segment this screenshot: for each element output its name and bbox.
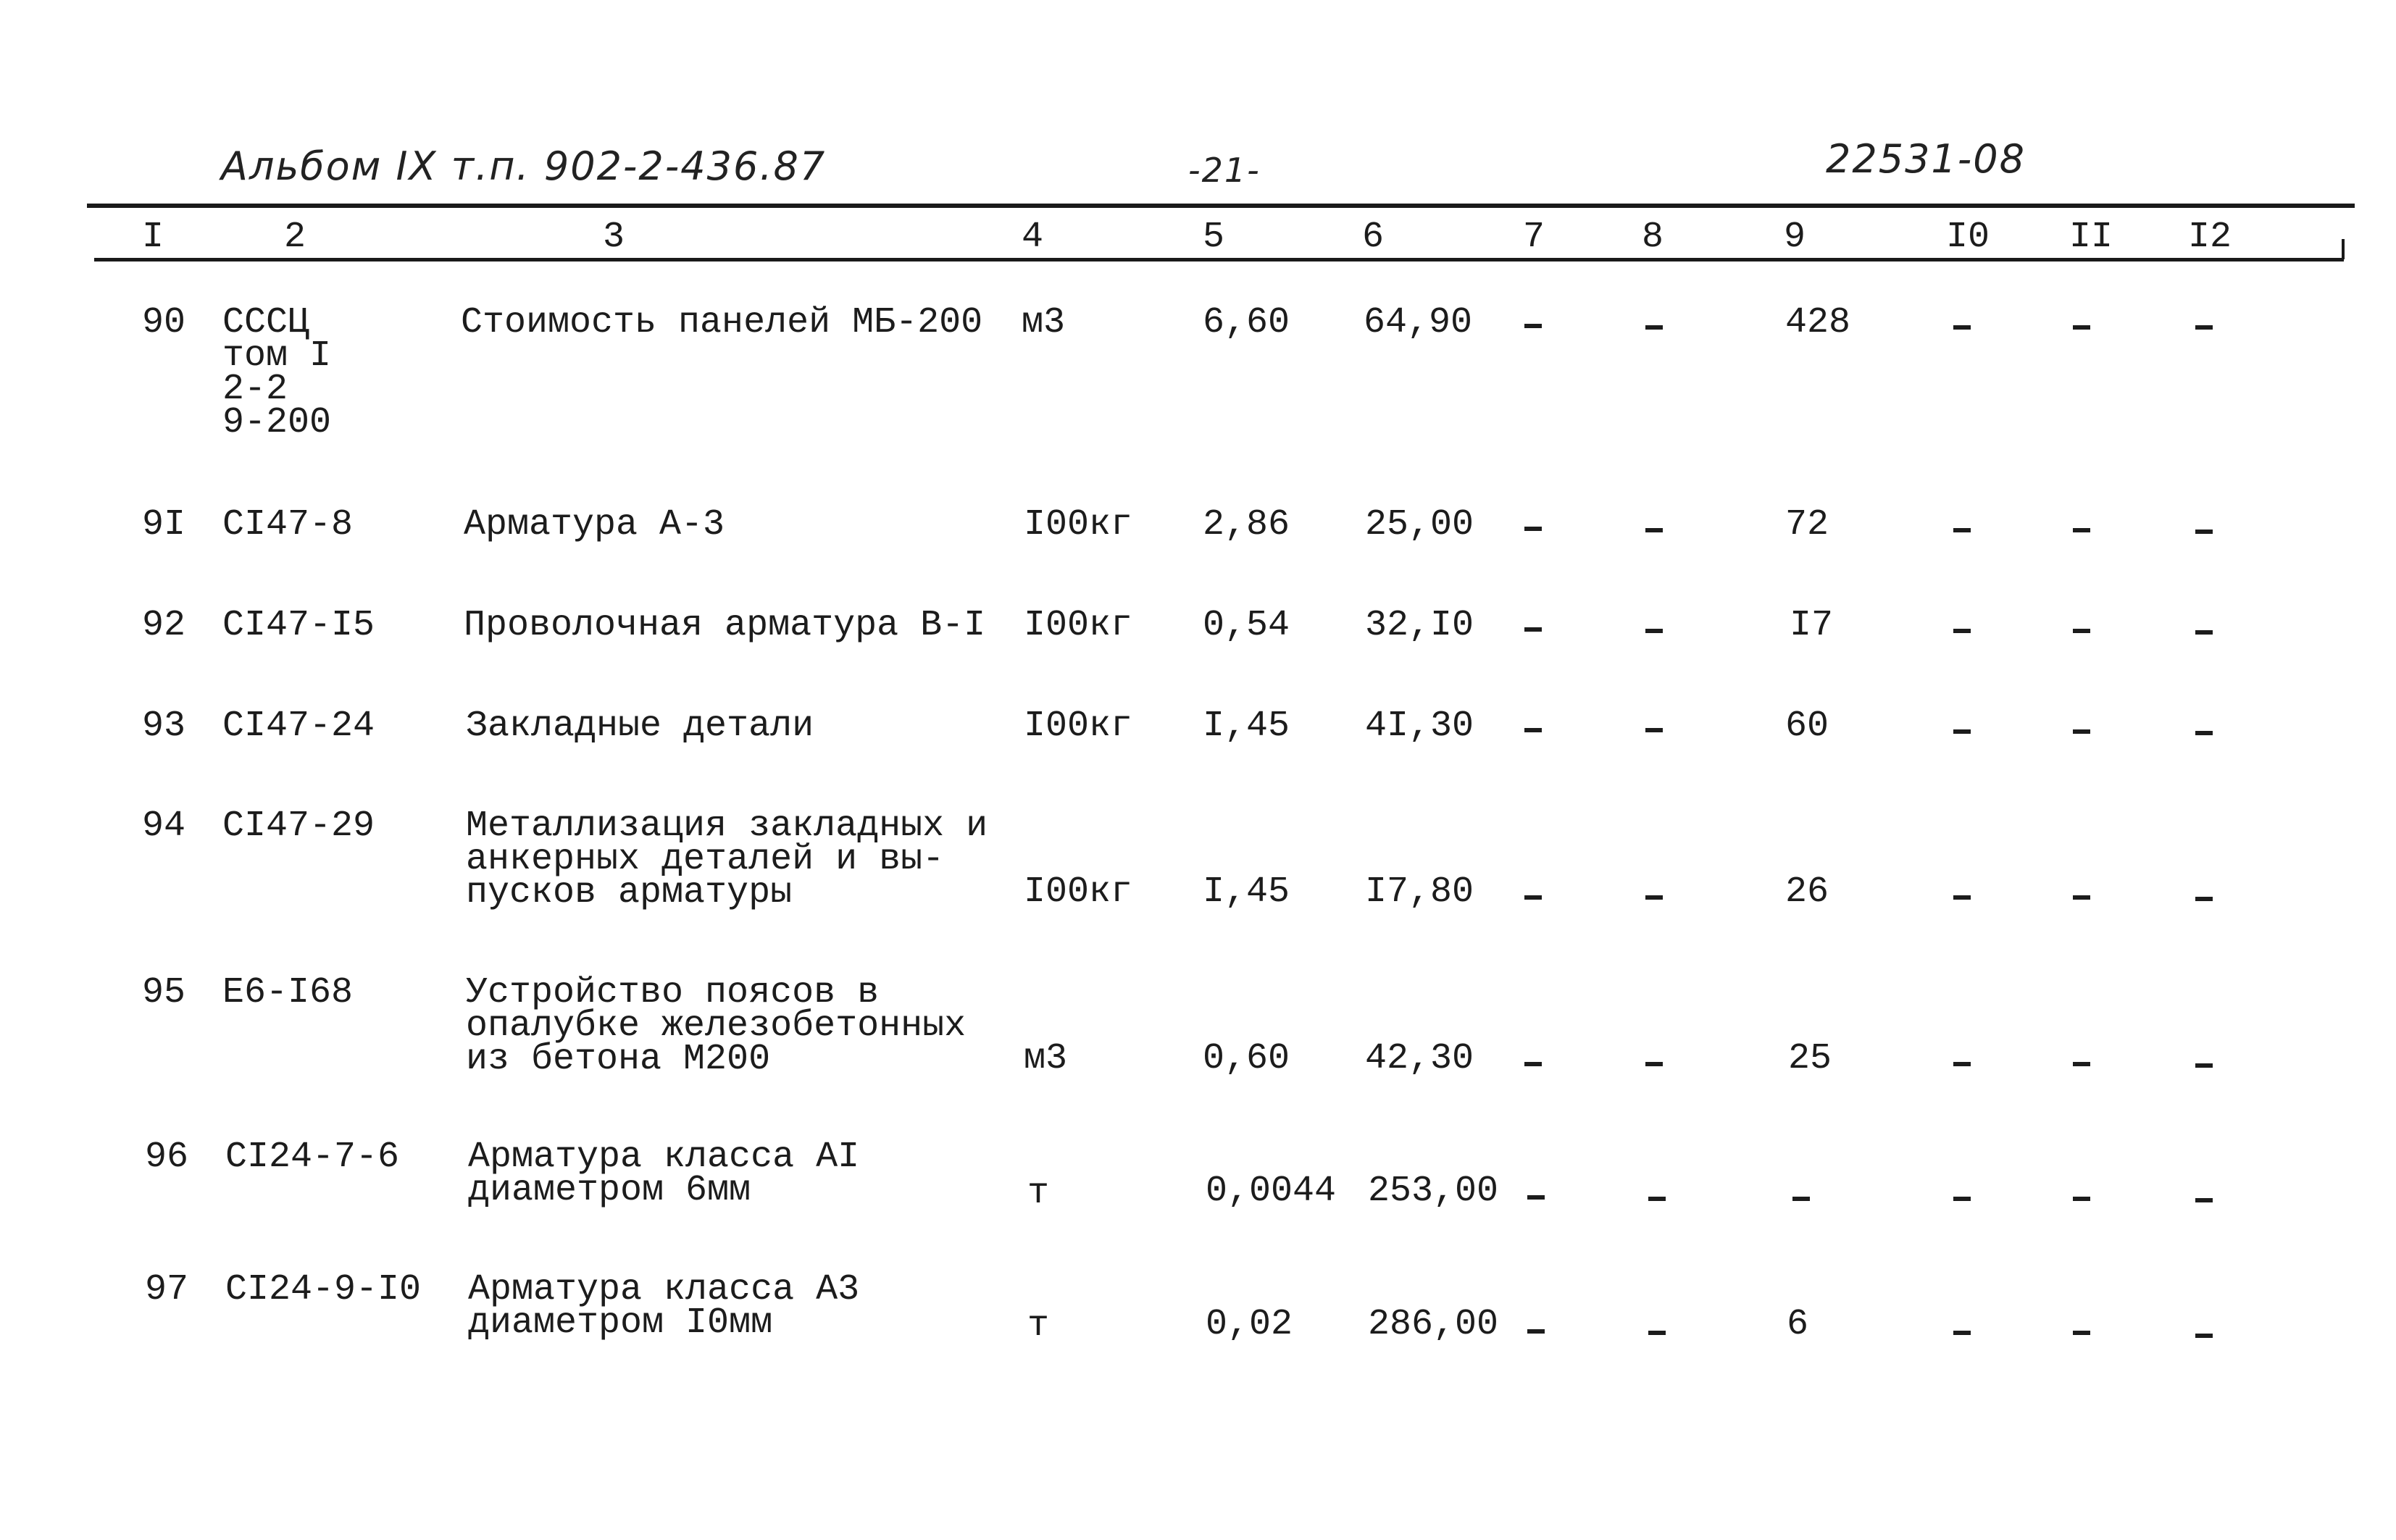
col7-dash	[1524, 895, 1542, 900]
quantity: I,45	[1203, 706, 1290, 747]
quantity: I,45	[1203, 871, 1290, 913]
col8-dash	[1645, 629, 1663, 633]
work-name: Арматура класса АI диаметром 6мм	[468, 1137, 860, 1211]
col-header-7: 7	[1523, 217, 1545, 258]
top-rule	[87, 204, 2355, 208]
col12-dash	[2195, 630, 2213, 635]
col9-value: 26	[1785, 871, 1829, 913]
col8-dash	[1645, 728, 1663, 732]
col12-dash	[2195, 530, 2213, 534]
col8-dash	[1648, 1331, 1666, 1335]
norm-code: СI47-I5	[222, 605, 375, 646]
work-name: Устройство поясов в опалубке железобетонных из бетона М200	[466, 972, 967, 1080]
col-header-11: II	[2069, 217, 2113, 258]
col11-dash	[2073, 1331, 2090, 1335]
page-number: -21-	[1188, 151, 1261, 190]
col11-dash	[2073, 895, 2090, 900]
col11-dash	[2073, 729, 2090, 734]
norm-code: СССЦ том I 2-2 9-200	[222, 302, 332, 443]
unit: I00кг	[1024, 706, 1133, 747]
col-header-12: I2	[2188, 217, 2232, 258]
row-number: 97	[145, 1269, 189, 1310]
work-name: Закладные детали	[466, 706, 814, 747]
unit: I00кг	[1024, 605, 1133, 646]
unit: I00кг	[1024, 504, 1133, 545]
col10-dash	[1953, 629, 1971, 633]
col9-value: 25	[1788, 1038, 1832, 1079]
col12-dash	[2195, 731, 2213, 735]
quantity: 0,02	[1206, 1304, 1293, 1345]
col-header-4: 4	[1022, 217, 1044, 258]
col7-dash	[1524, 527, 1542, 531]
work-name: Проволочная арматура В-I	[464, 605, 986, 646]
col11-dash	[2073, 528, 2090, 532]
col12-dash	[2195, 325, 2213, 330]
album-reference: Альбом IX т.п. 902-2-436.87	[221, 143, 827, 189]
col8-dash	[1645, 325, 1663, 330]
col9-value: 72	[1785, 504, 1829, 545]
norm-code: Е6-I68	[222, 972, 354, 1013]
row-number: 92	[142, 605, 186, 646]
unit-price: 32,I0	[1365, 605, 1474, 646]
unit-price: 64,90	[1364, 302, 1473, 343]
col10-dash	[1953, 1197, 1971, 1201]
row-number: 90	[142, 302, 186, 343]
unit: т	[1027, 1305, 1050, 1347]
header-bottom-rule	[94, 258, 2344, 261]
work-name: Арматура А-3	[464, 504, 725, 545]
quantity: 2,86	[1203, 504, 1290, 545]
col-header-9: 9	[1784, 217, 1806, 258]
unit-price: I7,80	[1365, 871, 1474, 913]
col-header-10: I0	[1946, 217, 1990, 258]
row-number: 93	[142, 706, 186, 747]
col-header-3: 3	[603, 217, 625, 258]
col12-dash	[2195, 897, 2213, 901]
col10-dash	[1953, 528, 1971, 532]
col7-dash	[1524, 627, 1542, 632]
col8-dash	[1645, 1062, 1663, 1066]
unit: м3	[1022, 302, 1066, 343]
quantity: 6,60	[1203, 302, 1290, 343]
unit-price: 42,30	[1365, 1038, 1474, 1079]
col11-dash	[2073, 629, 2090, 633]
col9-value: 60	[1785, 706, 1829, 747]
unit-price: 286,00	[1368, 1304, 1499, 1345]
col-header-5: 5	[1203, 217, 1225, 258]
col11-dash	[2073, 325, 2090, 330]
col9-value: 428	[1785, 302, 1851, 343]
col10-dash	[1953, 1062, 1971, 1066]
col8-dash	[1645, 528, 1663, 532]
col-header-1: I	[142, 217, 164, 258]
col11-dash	[2073, 1197, 2090, 1201]
unit-price: 25,00	[1365, 504, 1474, 545]
row-number: 96	[145, 1137, 189, 1178]
col9-value: I7	[1790, 605, 1834, 646]
work-name: Металлизация закладных и анкерных деталей и вы- пусков арматуры	[466, 805, 988, 913]
norm-code: СI24-9-I0	[225, 1269, 422, 1310]
col7-dash	[1524, 728, 1542, 732]
right-edge-tick	[2342, 239, 2345, 259]
unit-price: 253,00	[1368, 1171, 1499, 1212]
row-number: 9I	[142, 504, 186, 545]
work-name: Арматура класса А3 диаметром I0мм	[468, 1269, 860, 1344]
row-number: 94	[142, 805, 186, 847]
row-number: 95	[142, 972, 186, 1013]
col7-dash	[1524, 1062, 1542, 1066]
col10-dash	[1953, 895, 1971, 900]
unit-price: 4I,30	[1365, 706, 1474, 747]
norm-code: СI47-8	[222, 504, 354, 545]
col9-dash	[1792, 1197, 1810, 1201]
norm-code: СI47-29	[222, 805, 375, 847]
norm-code: СI47-24	[222, 706, 375, 747]
work-name: Стоимость панелей МБ-200	[461, 302, 983, 343]
quantity: 0,0044	[1206, 1171, 1337, 1212]
col7-dash	[1527, 1329, 1545, 1334]
unit: м3	[1024, 1038, 1068, 1079]
col7-dash	[1527, 1195, 1545, 1200]
col12-dash	[2195, 1334, 2213, 1338]
document-code: 22531-08	[1826, 136, 2026, 182]
col10-dash	[1953, 1331, 1971, 1335]
col-header-2: 2	[284, 217, 306, 258]
col10-dash	[1953, 325, 1971, 330]
unit: т	[1027, 1173, 1050, 1214]
col8-dash	[1648, 1197, 1666, 1201]
col12-dash	[2195, 1063, 2213, 1068]
col11-dash	[2073, 1062, 2090, 1066]
col10-dash	[1953, 729, 1971, 734]
col9-value: 6	[1787, 1304, 1809, 1345]
col7-dash	[1524, 324, 1542, 328]
col-header-6: 6	[1362, 217, 1385, 258]
col-header-8: 8	[1642, 217, 1664, 258]
col8-dash	[1645, 895, 1663, 900]
norm-code: СI24-7-6	[225, 1137, 400, 1178]
col12-dash	[2195, 1198, 2213, 1202]
quantity: 0,54	[1203, 605, 1290, 646]
unit: I00кг	[1024, 871, 1133, 913]
quantity: 0,60	[1203, 1038, 1290, 1079]
